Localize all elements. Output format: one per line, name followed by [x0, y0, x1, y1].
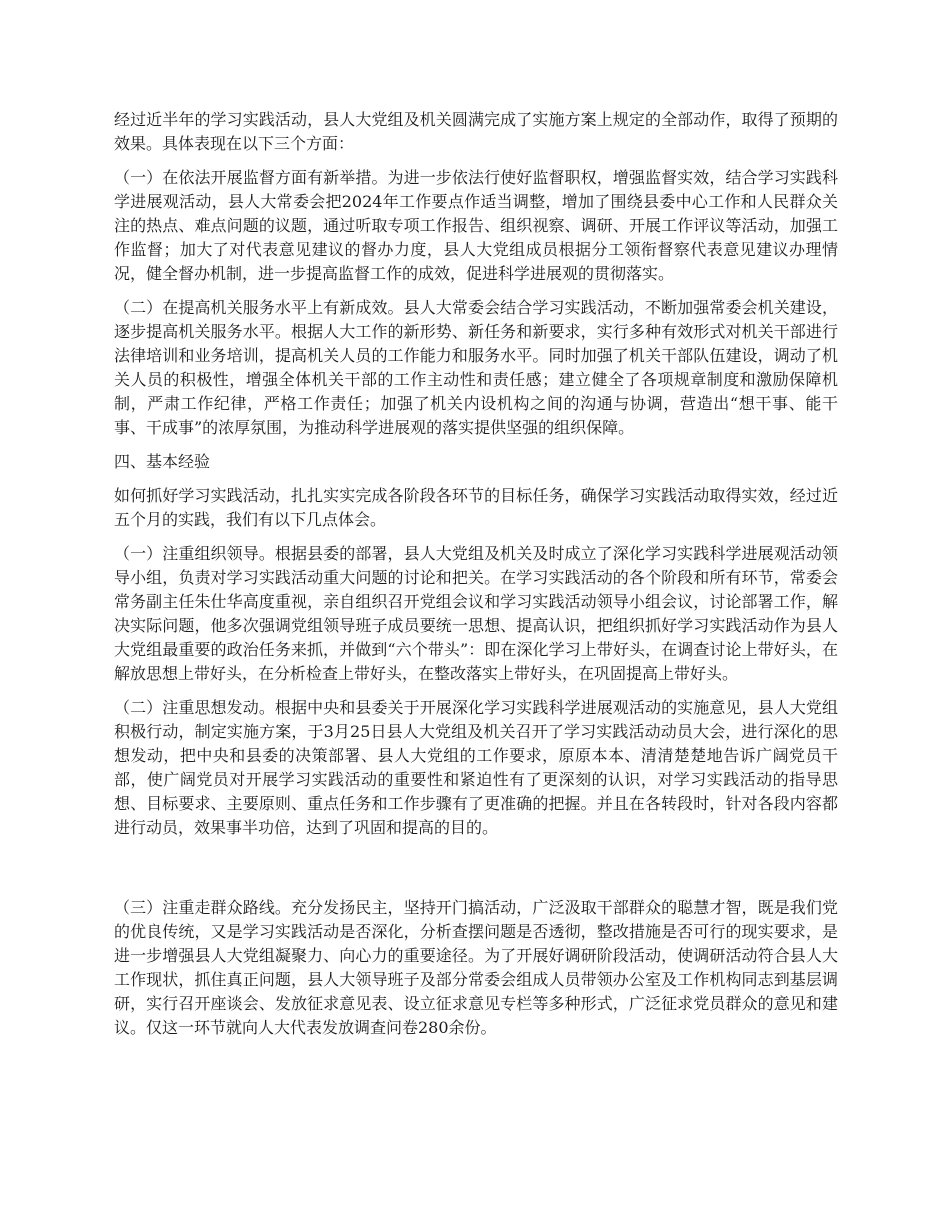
section-heading: 四、基本经验 — [114, 452, 211, 471]
paragraph-organization: （一）注重组织领导。根据县委的部署，县人大党组及机关及时成立了深化学习实践科学进展观活动领导小组，负责对学习实践活动重大问题的讨论和把关。在学习实践活动的各个阶段和所有环节，常委会常务副主任朱仕华高度重视，亲自组织召开党组会议和学习实践活动领导小组会议，讨论部署工作，解决实际问题，他多次强调党组领导班子成员要统一思想、提高认识，把组织抓好学习实践活动作为县人大党组最重要的政治任务来抓，并做到“六个带头”：即在深化学习上带好头，在调查讨论上带好头，在解放思想上带好头，在分析检查上带好头，在整改落实上带好头，在巩固提高上带好头。 — [114, 544, 838, 683]
paragraph-mobilization: （二）注重思想发动。根据中央和县委关于开展深化学习实践科学进展观活动的实施意见，县人大党组积极行动，制定实施方案，于3月25日县人大党组及机关召开了学习实践活动动员大会，进行深化的思想发动，把中央和县委的决策部署、县人大党组的工作要求，原原本本、清清楚楚地告诉广阔党员干部，使广阔党员对开展学习实践活动的重要性和紧迫性有了更深刻的认识，对学习实践活动的指导思想、目标要求、主要原则、重点任务和工作步骤有了更准确的把握。并且在各转段时，针对各段内容都进行动员，效果事半功倍，达到了巩固和提高的目的。 — [114, 698, 838, 837]
paragraph-service-level: （二）在提高机关服务水平上有新成效。县人大常委会结合学习实践活动，不断加强常委会机关建设，逐步提高机关服务水平。根据人大工作的新形势、新任务和新要求，实行多种有效形式对机关干部进行法律培训和业务培训，提高机关人员的工作能力和服务水平。同时加强了机关干部队伍建设，调动了机关人员的积极性，增强全体机关干部的工作主动性和责任感；建立健全了各项规章制度和激励保障机制，严肃工作纪律，严格工作责任；加强了机关内设机构之间的沟通与协调，营造出“想干事、能干事、干成事”的浓厚氛围，为推动科学进展观的落实提供坚强的组织保障。 — [114, 298, 838, 437]
paragraph-mass-line: （三）注重走群众路线。充分发扬民主，坚持开门搞活动，广泛汲取干部群众的聪慧才智，既是我们党的优良传统，又是学习实践活动是否深化，分析查摆问题是否透彻，整改措施是否可行的现实要求，是进一步增强县人大党组凝聚力、向心力的重要途径。为了开展好调研阶段活动，使调研活动符合县人大工作现状，抓住真正问题，县人大领导班子及部分常委会组成人员带领办公室及工作机构同志到基层调研，实行召开座谈会、发放征求意见表、设立征求意见专栏等多种形式，广泛征求党员群众的意见和建议。仅这一环节就向人大代表发放调查问卷280余份。 — [114, 898, 838, 1037]
paragraph-supervision: （一）在依法开展监督方面有新举措。为进一步依法行使好监督职权，增强监督实效，结合学习实践科学进展观活动，县人大常委会把2024年工作要点作适当调整，增加了围绕县委中心工作和人民群众关注的热点、难点问题的议题，通过听取专项工作报告、组织视察、调研、开展工作评议等活动，加强工作监督；加大了对代表意见建议的督办力度，县人大党组成员根据分工领衔督察代表意见建议办理情况，健全督办机制，进一步提高监督工作的成效，促进科学进展观的贯彻落实。 — [114, 168, 838, 283]
paragraph-experience-intro: 如何抓好学习实践活动，扎扎实实完成各阶段各环节的目标任务，确保学习实践活动取得实效，经过近五个月的实践，我们有以下几点体会。 — [114, 486, 838, 529]
document-page — [114, 108, 838, 1050]
intro-paragraph: 经过近半年的学习实践活动，县人大党组及机关圆满完成了实施方案上规定的全部动作，取得了预期的效果。具体表现在以下三个方面： — [114, 110, 838, 153]
paragraph-gap — [114, 850, 838, 896]
